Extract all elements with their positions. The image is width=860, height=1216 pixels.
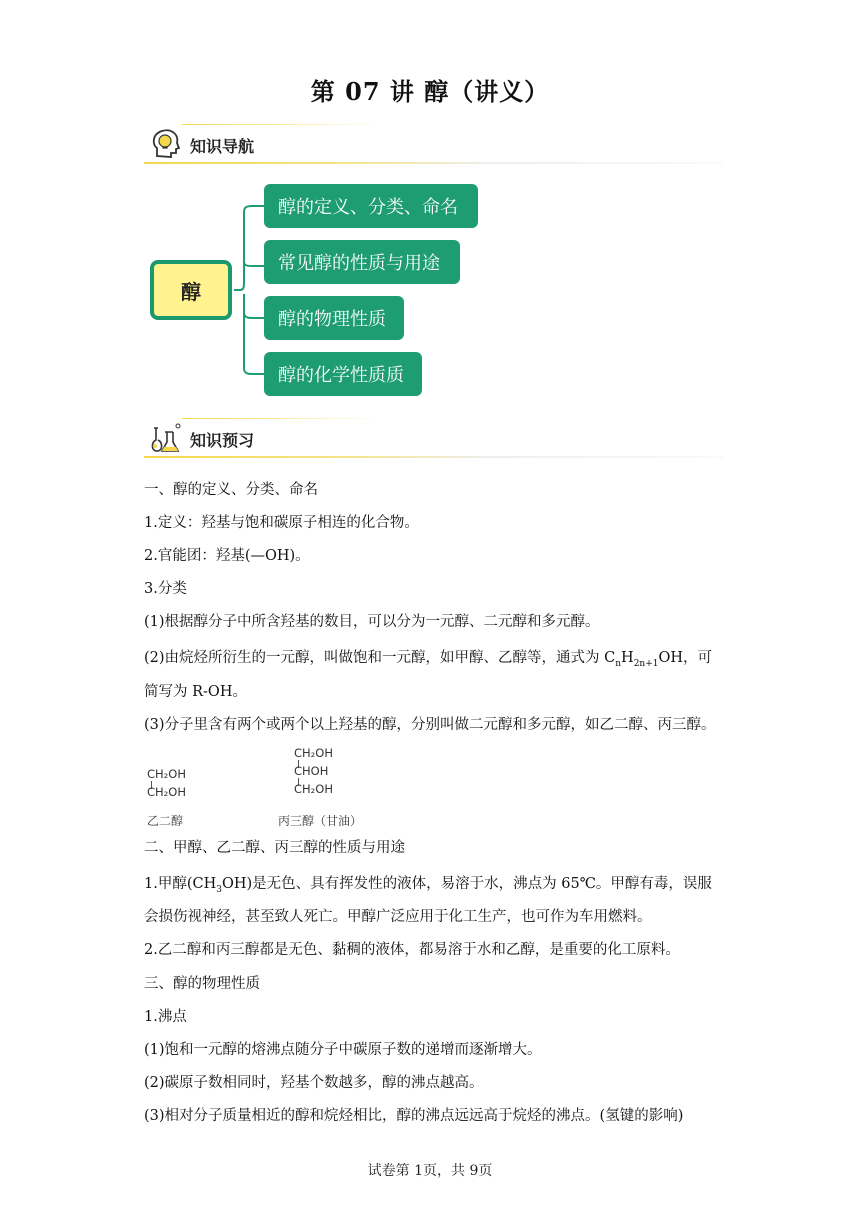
knowledge-mindmap (148, 182, 488, 398)
glycerol-formula: CH₂OH CHOH CH₂OH (294, 746, 333, 796)
mindmap-branch-chemical-properties: 醇的化学性质质 (264, 352, 422, 396)
paragraph-class-3: (3)分子里含有两个或两个以上羟基的醇，分别叫做二元醇和多元醇，如乙二醇、丙三醇。 (144, 717, 716, 733)
mindmap-branch-physical-properties: 醇的物理性质 (264, 296, 404, 340)
mindmap-branch-common-alcohols: 常见醇的性质与用途 (264, 240, 460, 284)
mindmap-branch-definition: 醇的定义、分类、命名 (264, 184, 478, 228)
paragraph-bp-1: (1)饱和一元醇的熔沸点随分子中碳原子数的递增而逐渐增大。 (144, 1042, 542, 1058)
ethylene-glycol-formula: CH₂OH CH₂OH (147, 767, 186, 799)
paragraph-classification: 3.分类 (144, 581, 187, 597)
nav-header-label: 知识导航 (190, 137, 255, 156)
paragraph-definition: 1.定义：羟基与饱和碳原子相连的化合物。 (144, 515, 419, 531)
preview-header-label: 知识预习 (190, 431, 255, 450)
paragraph-methanol: 1.甲醇$(CH_3OH)$是无色、具有挥发性的液体，易溶于水，沸点为 65℃。甲醇有毒，误服 (144, 876, 712, 895)
mindmap-root-node: 醇 (150, 260, 232, 320)
page-title: 第 07 讲 醇（讲义） (310, 77, 550, 106)
paragraph-class-1: (1)根据醇分子中所含羟基的数目，可以分为一元醇、二元醇和多元醇。 (144, 614, 600, 630)
ethylene-glycol-caption: 乙二醇 (147, 814, 184, 828)
lightbulb-head-icon (148, 126, 184, 162)
paragraph-bp-2: (2)碳原子数相同时，羟基个数越多，醇的沸点越高。 (144, 1075, 484, 1091)
page-footer: 试卷第 1页，共 9页 (367, 1163, 493, 1179)
section-heading-2: 二、甲醇、乙二醇、丙三醇的性质与用途 (144, 840, 405, 856)
section-heading-1: 一、醇的定义、分类、命名 (144, 482, 318, 498)
knowledge-nav-header (144, 124, 724, 168)
glycerol-caption: 丙三醇（甘油） (278, 814, 363, 828)
paragraph-methanol-cont: 会损伤视神经，甚至致人死亡。甲醇广泛应用于化工生产，也可作为车用燃料。 (144, 909, 652, 925)
flask-icon (148, 420, 184, 456)
section-heading-3: 三、醇的物理性质 (144, 976, 260, 992)
paragraph-boiling-point: 1.沸点 (144, 1009, 187, 1025)
paragraph-class-2: (2)由烷烃所衍生的一元醇，叫做饱和一元醇，如甲醇、乙醇等，通式为 $C_nH_{2n+1}OH$，可 (144, 650, 713, 669)
paragraph-functional-group: 2.官能团：羟基(—OH)。 (144, 548, 310, 564)
knowledge-preview-header (144, 418, 724, 462)
paragraph-bp-3: (3)相对分子质量相近的醇和烷烃相比，醇的沸点远远高于烷烃的沸点。(氢键的影响) (144, 1108, 684, 1124)
paragraph-glycol-glycerol: 2.乙二醇和丙三醇都是无色、黏稠的液体，都易溶于水和乙醇，是重要的化工原料。 (144, 942, 680, 958)
paragraph-class-2-cont: 简写为 R-OH。 (144, 684, 247, 700)
